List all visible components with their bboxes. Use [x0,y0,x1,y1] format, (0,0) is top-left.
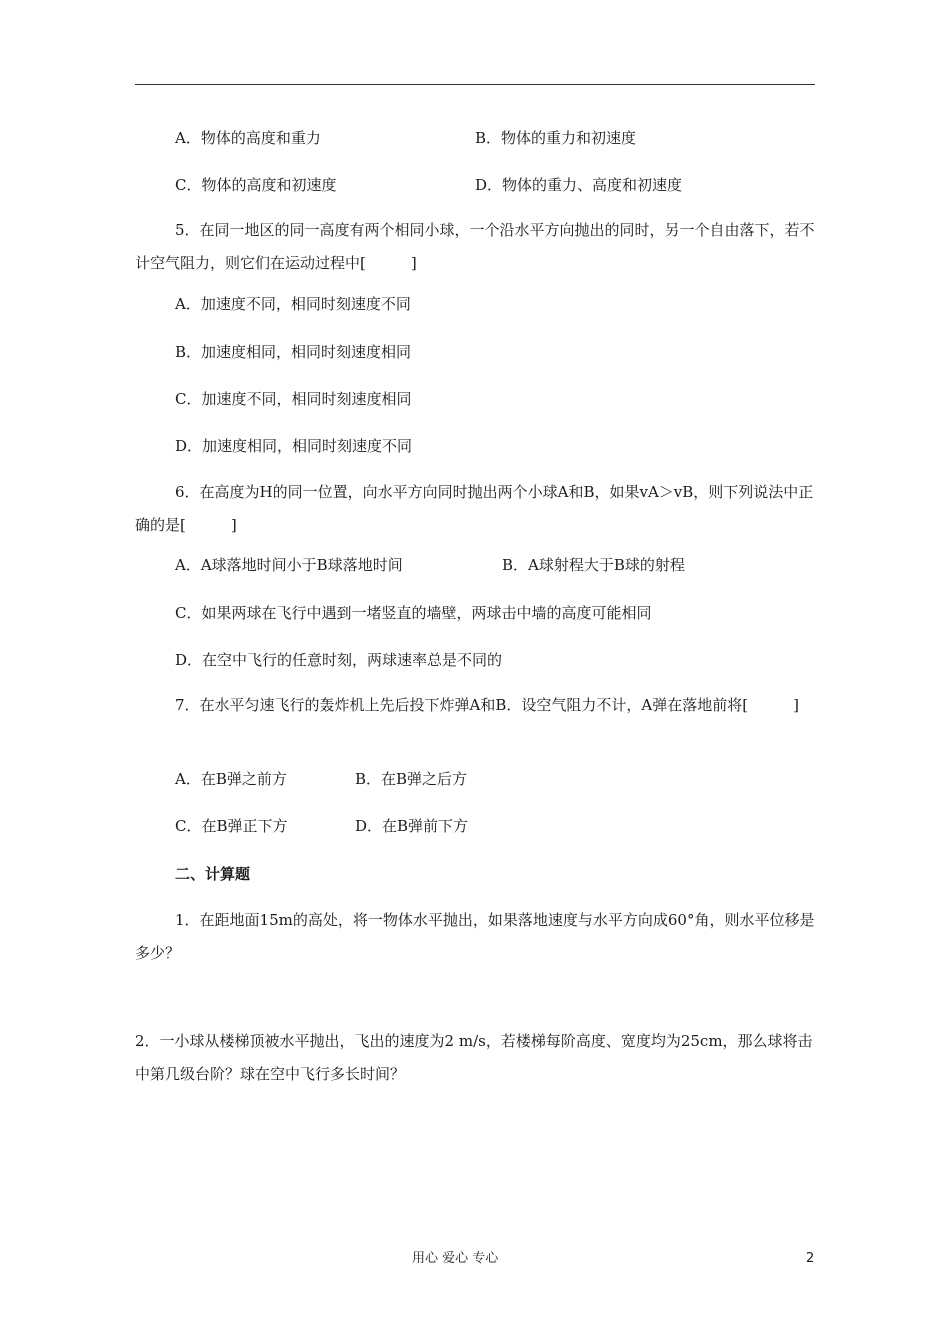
q5-option-a: A．加速度不同，相同时刻速度不同 [175,295,411,313]
q7-stem: 7．在水平匀速飞行的轰炸机上先后投下炸弹A和B．设空气阻力不计，A弹在落地前将[ ] [175,696,799,714]
q6-option-b: B．A球射程大于B球的射程 [502,556,685,574]
q4-option-a: A．物体的高度和重力 [175,129,321,147]
q5-stem: 5．在同一地区的同一高度有两个相同小球，一个沿水平方向抛出的同时，另一个自由落下，若不计空气阻力，则它们在运动过程中[ ] [135,221,815,272]
q5-option-c: C．加速度不同，相同时刻速度相同 [175,390,412,408]
q7-option-d: D．在B弹前下方 [355,817,469,835]
q7-option-b: B．在B弹之后方 [355,770,468,788]
page-number: 2 [806,1251,815,1266]
q6-option-a: A．A球落地时间小于B球落地时间 [175,556,403,574]
q5-option-b: B．加速度相同，相同时刻速度相同 [175,343,412,361]
header-rule [135,84,815,85]
footer-slogan: 用心 爱心 专心 [412,1251,499,1266]
calc-question-1: 1．在距地面15m的高处，将一物体水平抛出，如果落地速度与水平方向成60°角，则水平位移是多少？ [135,911,815,962]
q7-option-c: C．在B弹正下方 [175,817,288,835]
q7-option-a: A．在B弹之前方 [175,770,287,788]
q5-option-d: D．加速度相同，相同时刻速度不同 [175,437,413,455]
q6-stem: 6．在高度为H的同一位置，向水平方向同时抛出两个小球A和B，如果vA＞vB，则下列说法中正确的是[ ] [135,483,814,534]
q4-option-d: D．物体的重力、高度和初速度 [475,176,683,194]
q4-option-c: C．物体的高度和初速度 [175,176,337,194]
q6-option-d: D．在空中飞行的任意时刻，两球速率总是不同的 [175,651,503,669]
calc-question-2: 2．一小球从楼梯顶被水平抛出，飞出的速度为2 m/s，若楼梯每阶高度、宽度均为25cm，那么球将击中第几级台阶？球在空中飞行多长时间？ [135,1032,813,1083]
section-title: 二、计算题 [175,865,251,883]
q6-option-c: C．如果两球在飞行中遇到一堵竖直的墙壁，两球击中墙的高度可能相同 [175,604,652,622]
q4-option-b: B．物体的重力和初速度 [475,129,637,147]
